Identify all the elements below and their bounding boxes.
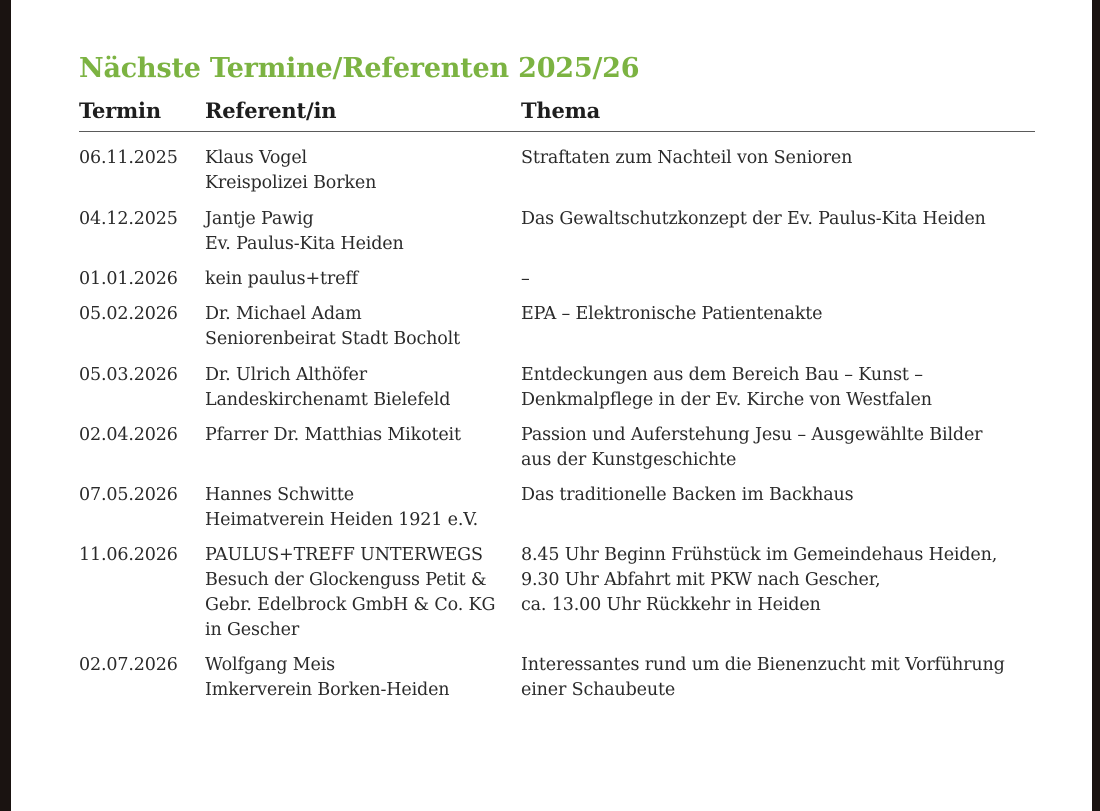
row-speaker	[205, 543, 495, 643]
topic-line: aus der Kunstgeschichte	[521, 450, 737, 470]
column-header-topic: Thema	[521, 98, 601, 123]
row-date: 05.02.2026	[79, 304, 178, 324]
row-speaker	[205, 483, 478, 533]
page-title: Nächste Termine/Referenten 2025/26	[79, 53, 640, 84]
header-divider	[79, 131, 1035, 132]
topic-line: ca. 13.00 Uhr Rückkehr in Heiden	[521, 595, 821, 615]
speaker-line: Seniorenbeirat Stadt Bocholt	[205, 329, 460, 349]
row-topic	[521, 543, 997, 618]
speaker-line: Landeskirchenamt Bielefeld	[205, 390, 451, 410]
row-speaker	[205, 146, 376, 196]
row-speaker	[205, 267, 358, 292]
row-date: 01.01.2026	[79, 269, 178, 289]
speaker-line: in Gescher	[205, 620, 300, 640]
row-date: 05.03.2026	[79, 365, 178, 385]
speaker-line: kein paulus+treff	[205, 269, 358, 289]
topic-line: Straftaten zum Nachteil von Senioren	[521, 148, 853, 168]
speaker-line: Hannes Schwitte	[205, 485, 354, 505]
topic-line: Das Gewaltschutzkonzept der Ev. Paulus-Kita Heiden	[521, 209, 986, 229]
speaker-line: Jantje Pawig	[205, 209, 314, 229]
row-topic	[521, 653, 1005, 703]
row-date: 07.05.2026	[79, 485, 178, 505]
row-topic	[521, 207, 986, 232]
row-speaker	[205, 363, 450, 413]
row-topic	[521, 146, 852, 171]
topic-line: 8.45 Uhr Beginn Frühstück im Gemeindehaus Heiden,	[521, 545, 998, 565]
speaker-line: Pfarrer Dr. Matthias Mikoteit	[205, 425, 461, 445]
topic-line: Interessantes rund um die Bienenzucht mit Vorführung	[521, 655, 1005, 675]
topic-line: 9.30 Uhr Abfahrt mit PKW nach Gescher,	[521, 570, 881, 590]
speaker-line: Klaus Vogel	[205, 148, 307, 168]
speaker-line: Gebr. Edelbrock GmbH & Co. KG	[205, 595, 496, 615]
speaker-line: Dr. Ulrich Althöfer	[205, 365, 367, 385]
row-speaker	[205, 423, 461, 448]
row-speaker	[205, 207, 404, 257]
topic-line: Denkmalpflege in der Ev. Kirche von Westfalen	[521, 390, 932, 410]
row-date: 02.04.2026	[79, 425, 178, 445]
row-topic	[521, 267, 530, 292]
row-date: 11.06.2026	[79, 545, 178, 565]
row-topic	[521, 483, 853, 508]
row-topic	[521, 423, 982, 473]
document-page	[11, 0, 1092, 811]
topic-line: Passion und Auferstehung Jesu – Ausgewählte Bilder	[521, 425, 983, 445]
topic-line: Entdeckungen aus dem Bereich Bau – Kunst –	[521, 365, 923, 385]
speaker-line: Ev. Paulus-Kita Heiden	[205, 234, 404, 254]
row-date: 04.12.2025	[79, 209, 178, 229]
speaker-line: Imkerverein Borken-Heiden	[205, 680, 450, 700]
row-date: 02.07.2026	[79, 655, 178, 675]
speaker-line: Kreispolizei Borken	[205, 173, 377, 193]
speaker-line: Wolfgang Meis	[205, 655, 335, 675]
speaker-line: PAULUS+TREFF UNTERWEGS	[205, 545, 483, 565]
row-speaker	[205, 302, 460, 352]
topic-line: Das traditionelle Backen im Backhaus	[521, 485, 854, 505]
speaker-line: Heimatverein Heiden 1921 e.V.	[205, 510, 479, 530]
topic-line: –	[521, 269, 530, 289]
speaker-line: Dr. Michael Adam	[205, 304, 362, 324]
topic-line: einer Schaubeute	[521, 680, 676, 700]
row-topic	[521, 363, 932, 413]
row-topic	[521, 302, 822, 327]
row-date: 06.11.2025	[79, 148, 178, 168]
topic-line: EPA – Elektronische Patientenakte	[521, 304, 823, 324]
column-header-speaker: Referent/in	[205, 98, 337, 123]
speaker-line: Besuch der Glockenguss Petit &	[205, 570, 487, 590]
row-speaker	[205, 653, 449, 703]
column-header-date: Termin	[79, 98, 161, 123]
